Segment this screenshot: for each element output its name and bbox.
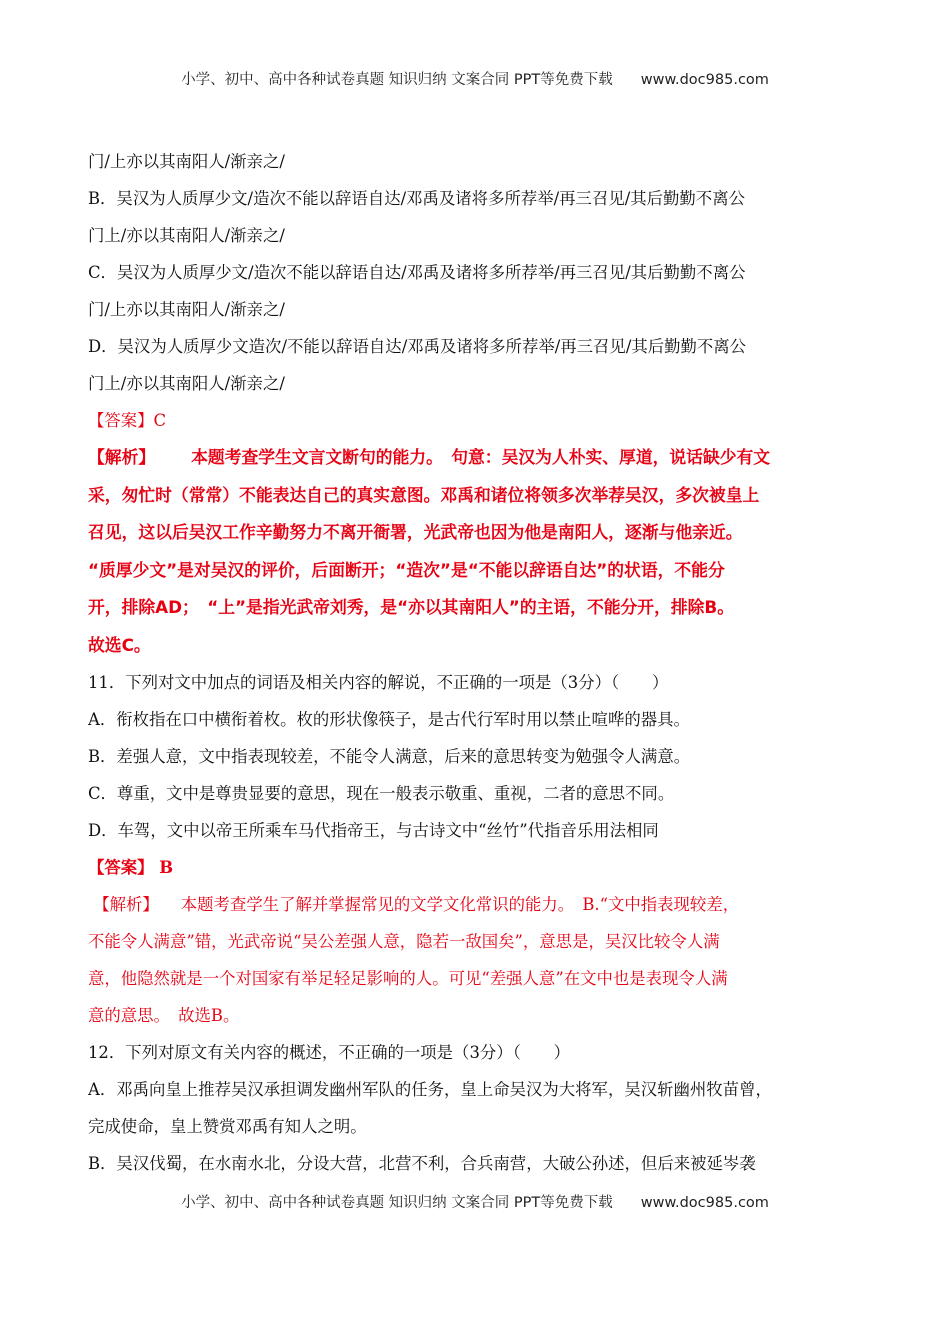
q10-analysis-line1: 【解析】 本题考查学生文言文断句的能力。 句意：吴汉为人朴实、厚道，说话缺少有文 [88, 447, 771, 467]
q10-analysis-tag: 【解析】 [88, 447, 156, 467]
header-text: 小学、初中、高中各种试卷真题 知识归纳 文案合同 PPT等免费下载 [181, 72, 613, 88]
q10-option-c-line1: C．吴汉为人质厚少文/造次不能以辞语自达/邓禹及诸将多所荐举/再三召见/其后勤勤不离公 [88, 263, 746, 282]
q10-analysis-line3: 召见，这以后吴汉工作辛勤努力不离开衙署，光武帝也因为他是南阳人，逐渐与他亲近。 [88, 522, 743, 542]
q10-option-d-line1: D．吴汉为人质厚少文造次/不能以辞语自达/邓禹及诸将多所荐举/再三召见/其后勤勤不离公 [88, 337, 747, 356]
q12-stem: 12．下列对原文有关内容的概述，不正确的一项是（3分）（ ） [88, 1043, 571, 1062]
q10-continued-line: 门/上亦以其南阳人/渐亲之/ [88, 152, 285, 171]
q11-analysis-line2: 不能令人满意”错，光武帝说“吴公差强人意，隐若一敌国矣”，意思是，吴汉比较令人满 [88, 932, 720, 951]
q11-option-a: A．衔枚指在口中横衔着枚。枚的形状像筷子，是古代行军时用以禁止喧哗的器具。 [88, 710, 690, 729]
q11-analysis-tag: 【解析】 [93, 895, 159, 914]
q10-analysis [88, 439, 866, 664]
q10-analysis-line2: 采，匆忙时（常常）不能表达自己的真实意图。邓禹和诸位将领多次举荐吴汉，多次被皇上 [88, 484, 760, 505]
q10-option-b-line2: 门上/亦以其南阳人/渐亲之/ [88, 226, 285, 245]
page-footer [0, 1191, 950, 1212]
q10-option-c-line2: 门/上亦以其南阳人/渐亲之/ [88, 300, 285, 319]
q11-option-d: D．车驾，文中以帝王所乘车马代指帝王，与古诗文中“丝竹”代指音乐用法相同 [88, 821, 659, 840]
footer-text: 小学、初中、高中各种试卷真题 知识归纳 文案合同 PPT等免费下载 [181, 1195, 613, 1211]
q10-analysis-line5: 开，排除AD； “上”是指光武帝刘秀，是“亦以其南阳人”的主语，不能分开，排除B。 [88, 597, 734, 617]
q11-analysis-line3: 意，他隐然就是一个对国家有举足轻足影响的人。可见“差强人意”在文中也是表现令人满 [88, 969, 728, 988]
q10-analysis-line6: 故选C。 [88, 634, 151, 655]
q11-analysis-line1: 【解析】 本题考查学生了解并掌握常见的文学文化常识的能力。 B.“文中指表现较差， [93, 895, 740, 914]
q12-option-b-line1: B．吴汉伐蜀，在水南水北，分设大营，北营不利，合兵南营，大破公孙述，但后来被延岑袭 [88, 1154, 756, 1173]
q10-option-d-line2: 门上/亦以其南阳人/渐亲之/ [88, 374, 285, 393]
q10-analysis-line4: “质厚少文”是对吴汉的评价，后面断开；“造次”是“不能以辞语自达”的状语，不能分 [88, 559, 725, 580]
q11-answer: 【答案】 B [88, 858, 174, 877]
q11-analysis [88, 886, 866, 1034]
header-site[interactable]: www.doc985.com [640, 72, 769, 88]
q11-option-c: C．尊重，文中是尊贵显要的意思，现在一般表示敬重、重视，二者的意思不同。 [88, 784, 675, 803]
q11-stem: 11．下列对文中加点的词语及相关内容的解说，不正确的一项是（3分）（ ） [88, 673, 669, 692]
page-header [0, 68, 950, 89]
q12-option-a-line1: A．邓禹向皇上推荐吴汉承担调发幽州军队的任务，皇上命吴汉为大将军，吴汉斩幽州牧苗曾， [88, 1080, 772, 1099]
q11-analysis-line4: 意的意思。 故选B。 [88, 1006, 240, 1025]
footer-site[interactable]: www.doc985.com [640, 1195, 769, 1211]
q11-option-b: B．差强人意，文中指表现较差，不能令人满意，后来的意思转变为勉强令人满意。 [88, 747, 691, 766]
q10-option-b-line1: B．吴汉为人质厚少文/造次不能以辞语自达/邓禹及诸将多所荐举/再三召见/其后勤勤不离公 [88, 189, 745, 208]
q10-answer: 【答案】C [88, 411, 167, 430]
q12-option-a-line2: 完成使命，皇上赞赏邓禹有知人之明。 [88, 1117, 367, 1136]
document-body [88, 143, 866, 1182]
